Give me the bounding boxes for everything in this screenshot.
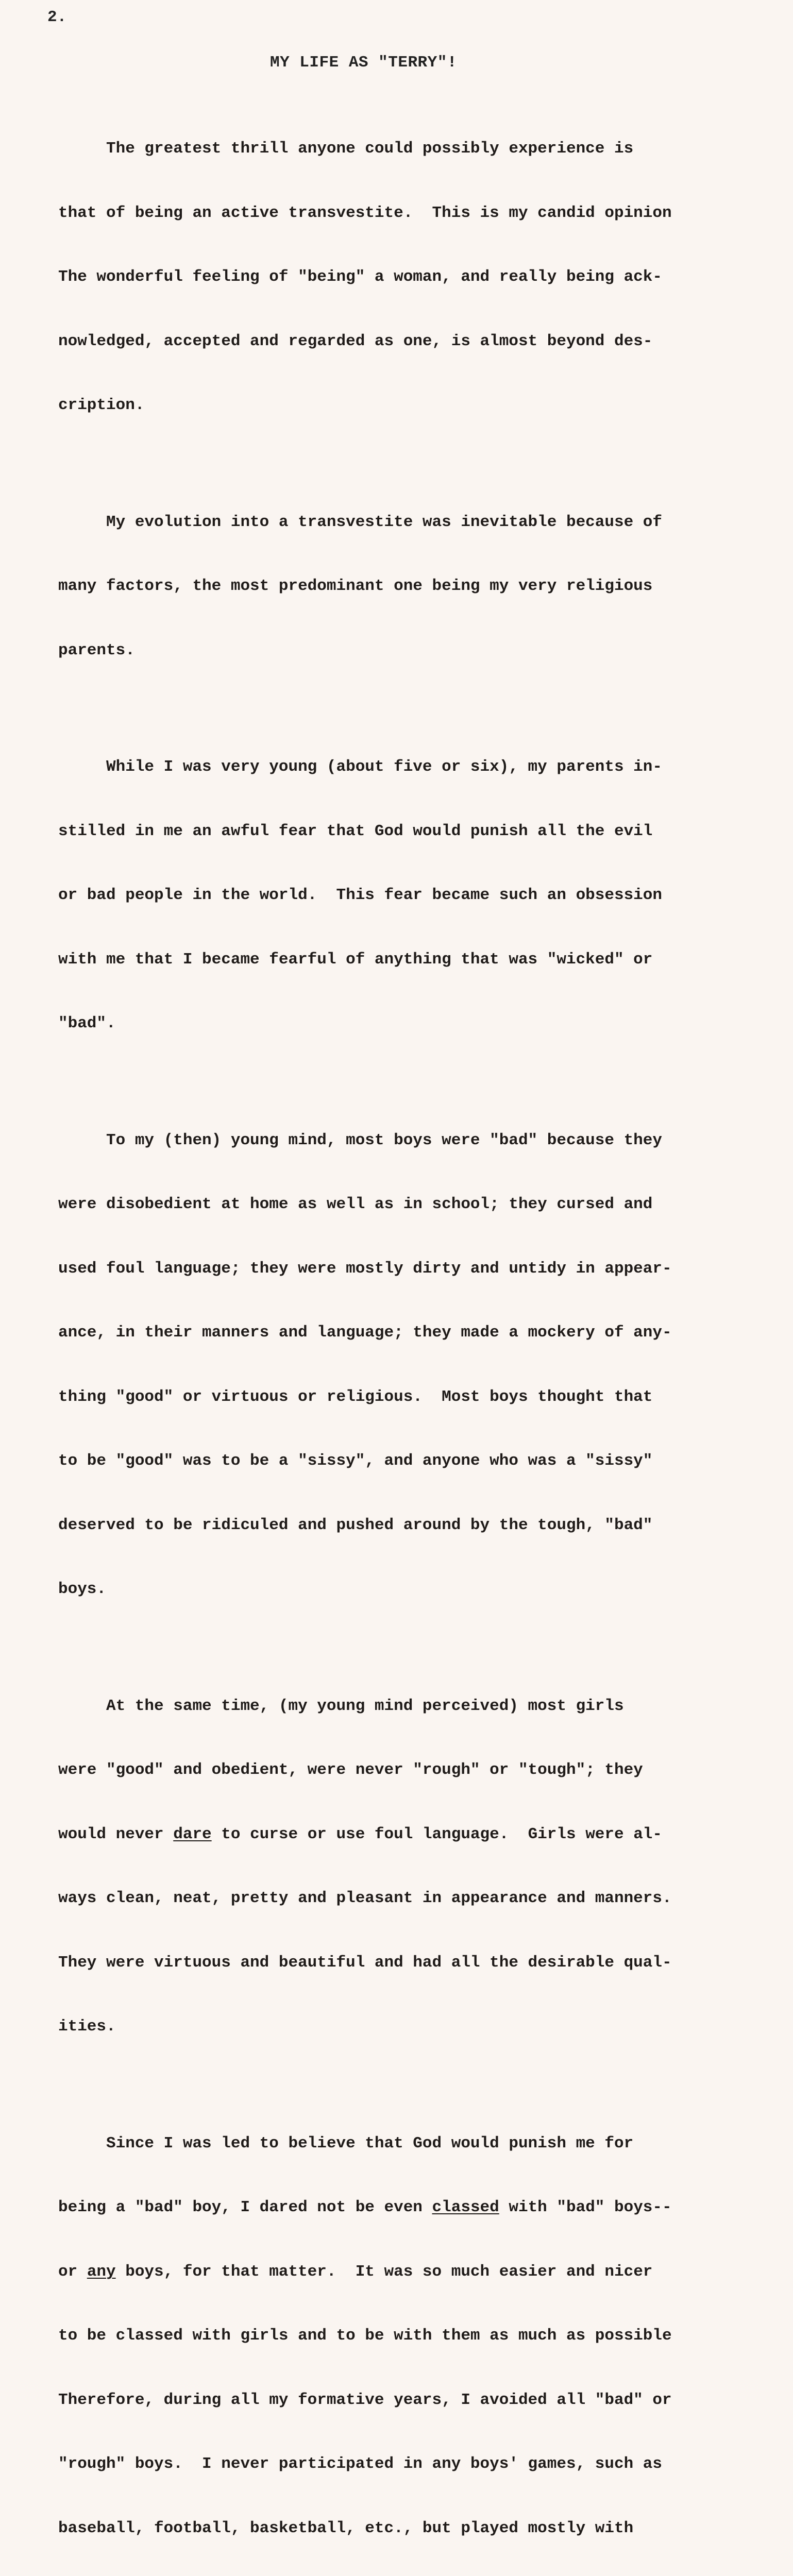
paragraph: [58, 714, 738, 1077]
underlined-word: classed: [432, 2198, 499, 2216]
text-line: At the same time, (my young mind perceived) most girls: [58, 1696, 738, 1717]
text-line: My evolution into a transvestite was inevitable because of: [58, 512, 738, 533]
text-line: thing "good" or virtuous or religious. Most boys thought that: [58, 1386, 738, 1408]
text-line: to be classed with girls and to be with them as much as possible: [58, 2325, 738, 2347]
text-line: ities.: [58, 2016, 738, 2038]
underlined-word: dare: [173, 1825, 211, 1843]
paragraph: [58, 2090, 738, 2576]
text-line: stilled in me an awful fear that God would punish all the evil: [58, 821, 738, 842]
text-line: that of being an active transvestite. This is my candid opinion: [58, 202, 738, 224]
text-line: with me that I became fearful of anything that was "wicked" or: [58, 949, 738, 971]
text-line: many factors, the most predominant one being my very religious: [58, 575, 738, 597]
text-line: cription.: [58, 395, 738, 416]
document-page: [0, 0, 793, 1030]
text-line: While I was very young (about five or six), my parents in-: [58, 756, 738, 778]
text-line: Since I was led to believe that God would punish me for: [58, 2133, 738, 2155]
text-line: "bad".: [58, 1013, 738, 1035]
text-line: used foul language; they were mostly dirty and untidy in appear-: [58, 1258, 738, 1280]
page-number: 2.: [47, 7, 66, 28]
text-line: "rough" boys. I never participated in any boys' games, such as: [58, 2453, 738, 2475]
text-line: being a "bad" boy, I dared not be even classed with "bad" boys--: [58, 2197, 738, 2218]
text-line: were "good" and obedient, were never "rough" or "tough"; they: [58, 1759, 738, 1781]
text-line: To my (then) young mind, most boys were "bad" because they: [58, 1130, 738, 1151]
text-line: Therefore, during all my formative years, I avoided all "bad" or: [58, 2389, 738, 2411]
paragraph: [58, 95, 738, 459]
text-line: boys.: [58, 1579, 738, 1600]
text-line: were disobedient at home as well as in school; they cursed and: [58, 1194, 738, 1215]
text-line: ways clean, neat, pretty and pleasant in appearance and manners.: [58, 1888, 738, 1909]
text-line: parents.: [58, 640, 738, 662]
text-line: would never dare to curse or use foul language. Girls were al-: [58, 1824, 738, 1845]
text-line: baseball, football, basketball, etc., but played mostly with: [58, 2518, 738, 2539]
text-line: They were virtuous and beautiful and had all the desirable qual-: [58, 1952, 738, 1974]
paragraph: [58, 469, 738, 704]
text-line: or any boys, for that matter. It was so much easier and nicer: [58, 2261, 738, 2283]
page-title: MY LIFE AS "TERRY"!: [270, 53, 457, 73]
text-line: to be "good" was to be a "sissy", and anyone who was a "sissy": [58, 1450, 738, 1472]
text-line: deserved to be ridiculed and pushed around by the tough, "bad": [58, 1515, 738, 1536]
text-line: nowledged, accepted and regarded as one, is almost beyond des-: [58, 331, 738, 352]
text-line: The wonderful feeling of "being" a woman, and really being ack-: [58, 266, 738, 288]
paragraph: [58, 1653, 738, 2080]
text-line: ance, in their manners and language; they made a mockery of any-: [58, 1322, 738, 1344]
paragraph: [58, 1087, 738, 1643]
underlined-word: any: [87, 2263, 116, 2281]
body-text: [58, 95, 738, 2576]
text-line: or bad people in the world. This fear became such an obsession: [58, 885, 738, 906]
text-line: The greatest thrill anyone could possibly experience is: [58, 138, 738, 160]
